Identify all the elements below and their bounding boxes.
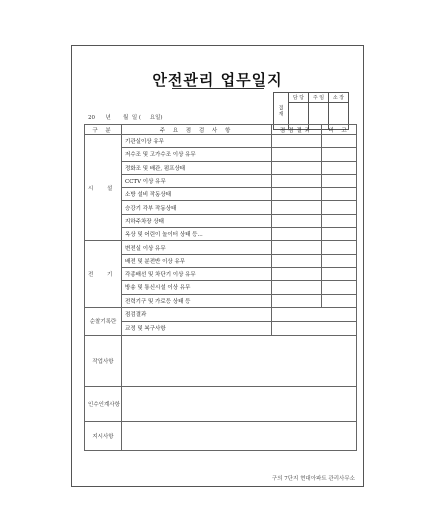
result-cell[interactable] bbox=[272, 135, 322, 148]
title-underline bbox=[172, 88, 264, 89]
electric-item: 배전 및 분전반 이상 유무 bbox=[122, 254, 272, 267]
date-line[interactable]: 20 년 월 일 ( 요일) bbox=[88, 115, 163, 121]
patrol-result-field[interactable] bbox=[272, 307, 357, 321]
result-cell[interactable] bbox=[272, 201, 322, 214]
section-work-label: 작업사항 bbox=[85, 335, 122, 386]
section-handover-label: 인수인계사항 bbox=[85, 386, 122, 421]
patrol-repair-label: 교정 및 복구사항 bbox=[122, 321, 272, 335]
result-cell[interactable] bbox=[272, 214, 322, 227]
electric-item: 변전실 이상 유무 bbox=[122, 241, 272, 254]
result-cell[interactable] bbox=[272, 161, 322, 174]
note-cell[interactable] bbox=[322, 161, 357, 174]
patrol-repair-field[interactable] bbox=[272, 321, 357, 335]
work-notes-field[interactable] bbox=[122, 335, 357, 386]
facility-item: 소방 설비 작동상태 bbox=[122, 188, 272, 201]
header-item: 주 요 점 검 사 항 bbox=[122, 125, 272, 135]
result-cell[interactable] bbox=[272, 188, 322, 201]
electric-item: 각종배선 및 차단기 이상 유무 bbox=[122, 267, 272, 280]
note-cell[interactable] bbox=[322, 267, 357, 280]
note-cell[interactable] bbox=[322, 281, 357, 294]
handover-notes-field[interactable] bbox=[122, 386, 357, 421]
note-cell[interactable] bbox=[322, 214, 357, 227]
patrol-result-label: 점검결과 bbox=[122, 307, 272, 321]
result-cell[interactable] bbox=[272, 241, 322, 254]
inspection-table bbox=[84, 124, 357, 451]
note-cell[interactable] bbox=[322, 188, 357, 201]
facility-item: 옥상 및 어린이 놀이터 상태 등... bbox=[122, 228, 272, 241]
result-cell[interactable] bbox=[272, 228, 322, 241]
facility-item: CCTV 이상 유무 bbox=[122, 174, 272, 187]
result-cell[interactable] bbox=[272, 174, 322, 187]
facility-item: 정화조 및 배관, 펌프상태 bbox=[122, 161, 272, 174]
note-cell[interactable] bbox=[322, 174, 357, 187]
electric-item: 전력기구 및 가로등 상태 등 bbox=[122, 294, 272, 307]
form-title: 안전관리 업무일지 bbox=[152, 71, 283, 89]
approval-role-staff: 담 당 bbox=[289, 93, 309, 103]
safety-log-form bbox=[71, 45, 364, 487]
facility-item: 저수조 및 고가수조 이상 유무 bbox=[122, 148, 272, 161]
facility-item: 승강기 각부 작동상태 bbox=[122, 201, 272, 214]
header-note: 비 고 bbox=[322, 125, 357, 135]
approval-side-label: 결재 bbox=[274, 93, 289, 130]
footer-office: 구의 7단지 현대아파트 관리사무소 bbox=[271, 476, 355, 482]
note-cell[interactable] bbox=[322, 201, 357, 214]
approval-role-chief: 주 임 bbox=[309, 93, 329, 103]
facility-item: 지하주차장 상태 bbox=[122, 214, 272, 227]
section-patrol-label: 순찰기록란 bbox=[85, 307, 122, 335]
instruction-notes-field[interactable] bbox=[122, 421, 357, 450]
note-cell[interactable] bbox=[322, 148, 357, 161]
section-instruction-label: 지시사항 bbox=[85, 421, 122, 450]
result-cell[interactable] bbox=[272, 281, 322, 294]
section-facility-label: 시 설 bbox=[85, 135, 122, 241]
electric-item: 방송 및 통신시설 이상 유무 bbox=[122, 281, 272, 294]
result-cell[interactable] bbox=[272, 254, 322, 267]
result-cell[interactable] bbox=[272, 294, 322, 307]
note-cell[interactable] bbox=[322, 254, 357, 267]
note-cell[interactable] bbox=[322, 294, 357, 307]
result-cell[interactable] bbox=[272, 148, 322, 161]
note-cell[interactable] bbox=[322, 135, 357, 148]
result-cell[interactable] bbox=[272, 267, 322, 280]
header-result: 점검결과 bbox=[272, 125, 322, 135]
note-cell[interactable] bbox=[322, 241, 357, 254]
facility-item: 기관실이상 유무 bbox=[122, 135, 272, 148]
note-cell[interactable] bbox=[322, 228, 357, 241]
section-electric-label: 전 기 bbox=[85, 241, 122, 307]
approval-role-manager: 소 장 bbox=[329, 93, 349, 103]
header-category: 구 분 bbox=[85, 125, 122, 135]
